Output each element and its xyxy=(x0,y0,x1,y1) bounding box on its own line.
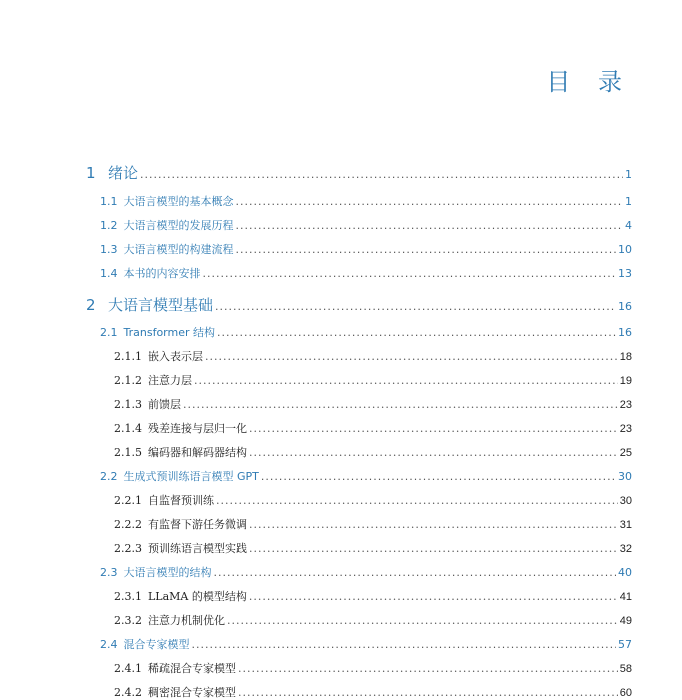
toc-entry-page: 4 xyxy=(625,219,632,232)
toc-entry-2-1[interactable] xyxy=(100,324,632,340)
toc-leader-dots xyxy=(236,243,617,256)
toc-entry-title: LLaMA 的模型结构 xyxy=(148,590,247,603)
toc-entry-title: 生成式预训练语言模型 GPT xyxy=(123,470,259,483)
toc-entry-number: 2.1 xyxy=(100,326,118,339)
toc-leader-dots xyxy=(215,300,616,313)
toc-entry-number: 2.1.2 xyxy=(114,374,142,387)
toc-leader-dots xyxy=(192,638,617,651)
toc-entry-page: 16 xyxy=(618,326,632,339)
toc-entry-chapter-2[interactable] xyxy=(86,294,632,315)
toc-entry-title: Transformer 结构 xyxy=(123,326,216,339)
toc-entry-title: 注意力机制优化 xyxy=(148,614,225,627)
toc-entry-1-1[interactable] xyxy=(100,193,632,209)
toc-leader-dots xyxy=(203,267,617,280)
toc-entry-2-3-1[interactable] xyxy=(114,588,632,604)
toc-entry-number: 2 xyxy=(86,296,96,314)
toc-entry-page: 1 xyxy=(625,195,632,208)
toc-leader-dots xyxy=(183,398,618,411)
toc-entry-page: 58 xyxy=(619,663,632,675)
toc-entry-number: 1.4 xyxy=(100,267,118,280)
toc-entry-title: 本书的内容安排 xyxy=(123,267,201,280)
toc-leader-dots xyxy=(140,168,623,181)
toc-leader-dots xyxy=(249,518,618,531)
toc-entry-page: 31 xyxy=(619,519,632,531)
toc-entry-number: 2.3.1 xyxy=(114,590,142,603)
toc-leader-dots xyxy=(249,422,618,435)
toc-entry-2-4[interactable] xyxy=(100,636,632,652)
toc-entry-number: 1 xyxy=(86,164,96,182)
toc-leader-dots xyxy=(194,374,618,387)
toc-entry-number: 2.3.2 xyxy=(114,614,142,627)
toc-leader-dots xyxy=(238,662,618,675)
toc-entry-title: 稀疏混合专家模型 xyxy=(148,662,236,675)
toc-entry-number: 2.1.3 xyxy=(114,398,142,411)
toc-entry-2-1-1[interactable] xyxy=(114,348,632,364)
toc-entry-1-3[interactable] xyxy=(100,241,632,257)
toc-leader-dots xyxy=(238,686,618,699)
toc-entry-number: 1.3 xyxy=(100,243,118,256)
toc-entry-title: 自监督预训练 xyxy=(148,494,214,507)
toc-entry-title: 大语言模型基础 xyxy=(108,296,214,314)
toc-entry-page: 32 xyxy=(619,543,632,555)
toc-entry-title: 大语言模型的基本概念 xyxy=(123,195,234,208)
toc-entry-title: 大语言模型的发展历程 xyxy=(123,219,234,232)
toc-entry-number: 1.2 xyxy=(100,219,118,232)
toc-entry-2-2-3[interactable] xyxy=(114,540,632,556)
toc-entry-number: 2.1.4 xyxy=(114,422,142,435)
toc-entry-title: 大语言模型的构建流程 xyxy=(123,243,234,256)
toc-entry-page: 41 xyxy=(619,591,632,603)
toc-leader-dots xyxy=(214,566,617,579)
toc-entry-title: 预训练语言模型实践 xyxy=(148,542,247,555)
toc-entry-title: 绪论 xyxy=(108,164,139,182)
toc-entry-title: 注意力层 xyxy=(148,374,192,387)
toc-entry-2-2-2[interactable] xyxy=(114,516,632,532)
toc-entry-2-1-3[interactable] xyxy=(114,396,632,412)
toc-entry-2-4-2[interactable] xyxy=(114,684,632,700)
toc-leader-dots xyxy=(249,542,618,555)
toc-entry-number: 2.2.3 xyxy=(114,542,142,555)
toc-entry-title: 编码器和解码器结构 xyxy=(148,446,247,459)
toc-entry-number: 2.4.2 xyxy=(114,686,142,699)
toc-entry-page: 23 xyxy=(619,399,632,411)
toc-entry-page: 30 xyxy=(619,495,632,507)
toc-entry-page: 16 xyxy=(618,300,632,313)
toc-entry-2-2[interactable] xyxy=(100,468,632,484)
toc-entry-number: 1.1 xyxy=(100,195,118,208)
toc-entry-number: 2.2 xyxy=(100,470,118,483)
toc-entry-page: 10 xyxy=(618,243,632,256)
toc-entry-number: 2.1.5 xyxy=(114,446,142,459)
toc-entry-2-1-5[interactable] xyxy=(114,444,632,460)
toc-entry-page: 13 xyxy=(618,267,632,280)
toc-entry-page: 57 xyxy=(618,638,632,651)
toc-entry-2-1-2[interactable] xyxy=(114,372,632,388)
toc-entry-page: 30 xyxy=(618,470,632,483)
toc-leader-dots xyxy=(227,614,618,627)
toc-entry-number: 2.4.1 xyxy=(114,662,142,675)
toc-leader-dots xyxy=(236,219,624,232)
page-title: 目 录 xyxy=(546,68,632,96)
toc-entry-page: 25 xyxy=(619,447,632,459)
toc-entry-1-4[interactable] xyxy=(100,265,632,281)
toc-entry-title: 嵌入表示层 xyxy=(148,350,203,363)
toc-entry-page: 40 xyxy=(618,566,632,579)
toc-leader-dots xyxy=(249,590,618,603)
toc-entry-title: 混合专家模型 xyxy=(123,638,190,651)
toc-entry-1-2[interactable] xyxy=(100,217,632,233)
toc-leader-dots xyxy=(249,446,618,459)
toc-entry-title: 稠密混合专家模型 xyxy=(148,686,236,699)
toc-entry-page: 23 xyxy=(619,423,632,435)
toc-entry-page: 49 xyxy=(619,615,632,627)
toc-entry-2-3-2[interactable] xyxy=(114,612,632,628)
toc-entry-page: 18 xyxy=(619,351,632,363)
toc-entry-2-2-1[interactable] xyxy=(114,492,632,508)
toc-leader-dots xyxy=(236,195,624,208)
toc-entry-2-4-1[interactable] xyxy=(114,660,632,676)
toc-entry-page: 60 xyxy=(619,687,632,699)
toc-entry-number: 2.2.2 xyxy=(114,518,142,531)
toc-leader-dots xyxy=(216,494,618,507)
toc-entry-number: 2.2.1 xyxy=(114,494,142,507)
toc-leader-dots xyxy=(261,470,616,483)
toc-leader-dots xyxy=(205,350,618,363)
toc-entry-chapter-1[interactable] xyxy=(86,162,632,183)
toc-entry-title: 有监督下游任务微调 xyxy=(148,518,247,531)
toc-entry-title: 大语言模型的结构 xyxy=(123,566,212,579)
toc-entry-page: 19 xyxy=(619,375,632,387)
toc-leader-dots xyxy=(217,326,616,339)
toc-entry-number: 2.4 xyxy=(100,638,118,651)
toc-entry-2-1-4[interactable] xyxy=(114,420,632,436)
toc-entry-number: 2.1.1 xyxy=(114,350,142,363)
toc-entry-number: 2.3 xyxy=(100,566,118,579)
toc-entry-2-3[interactable] xyxy=(100,564,632,580)
toc-entry-title: 前馈层 xyxy=(148,398,181,411)
toc-entry-page: 1 xyxy=(625,168,632,181)
toc-entry-title: 残差连接与层归一化 xyxy=(148,422,247,435)
